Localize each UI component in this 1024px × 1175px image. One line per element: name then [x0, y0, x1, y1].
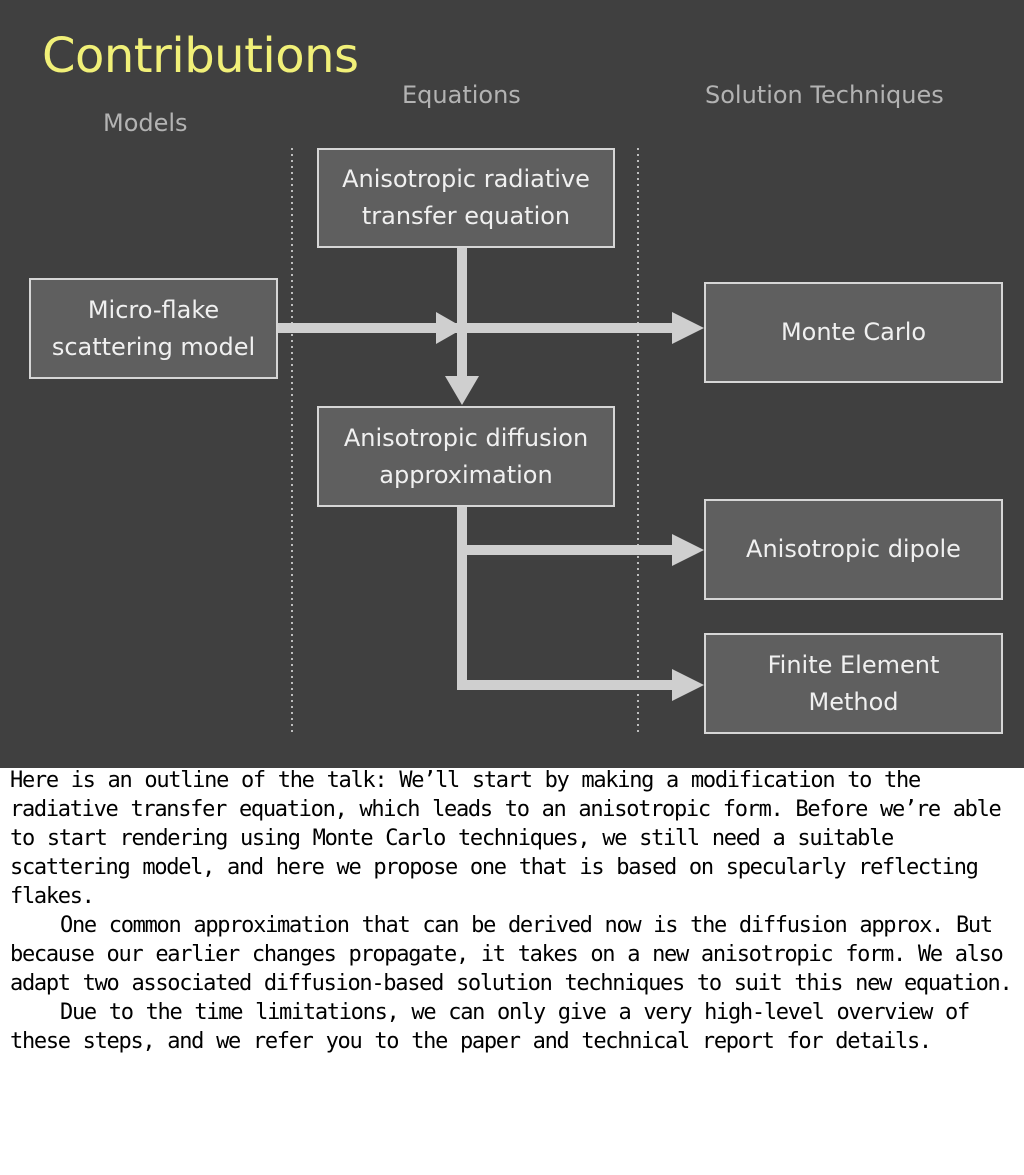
- arrowhead-to-dipole: [672, 534, 704, 566]
- arrowhead-to-montecarlo: [672, 312, 704, 344]
- box-micro-flake-line2: scattering model: [51, 332, 256, 361]
- box-finite-element-method: [704, 633, 1003, 734]
- notes-paragraph-3: Due to the time limitations, we can only give a very high-level overview of these steps, and we refer you to the paper and technical report for details.: [10, 1000, 969, 1054]
- notes-paragraph-1: Here is an outline of the talk: We’ll start by making a modification to the radiative transfer equation, which leads to an anisotropic form. Before we’re able to start rendering using Monte Carlo techniques, we still need a suitable scattering model, and here we propose one that is based on specularly reflecting flakes.: [10, 768, 1001, 909]
- column-heading-solutions: Solution Techniques: [705, 81, 944, 109]
- box-anisotropic-rte: [317, 148, 615, 248]
- box-anisotropic-diffusion-line2: approximation: [379, 460, 553, 489]
- column-heading-equations: Equations: [402, 81, 521, 109]
- box-monte-carlo-line1: Monte Carlo: [780, 318, 927, 346]
- box-micro-flake-line1: Micro-flake: [87, 295, 220, 324]
- box-anisotropic-diffusion-line1: Anisotropic diffusion: [343, 423, 589, 452]
- slide-title: Contributions: [42, 28, 359, 84]
- box-anisotropic-dipole: [704, 499, 1003, 600]
- box-fem-line2: Method: [808, 687, 899, 716]
- box-anisotropic-diffusion: [317, 406, 615, 507]
- box-monte-carlo: [704, 282, 1003, 383]
- column-heading-models: Models: [103, 109, 188, 137]
- notes-paragraph-2: One common approximation that can be derived now is the diffusion approx. But because our earlier changes propagate, it takes on a new anisotropic form. We also adapt two associated diffusion-based solution techniques to suit this new equation.: [10, 913, 1012, 996]
- box-micro-flake-model: [29, 278, 278, 379]
- box-anisotropic-rte-line1: Anisotropic radiative: [342, 165, 590, 193]
- arrowhead-to-diffusion: [445, 376, 479, 405]
- box-anisotropic-rte-line2: transfer equation: [361, 202, 571, 230]
- arrowhead-to-fem: [672, 669, 704, 701]
- speaker-notes: [10, 766, 1014, 1056]
- box-fem-line1: Finite Element: [767, 650, 940, 679]
- box-anisotropic-dipole-line1: Anisotropic dipole: [746, 535, 961, 563]
